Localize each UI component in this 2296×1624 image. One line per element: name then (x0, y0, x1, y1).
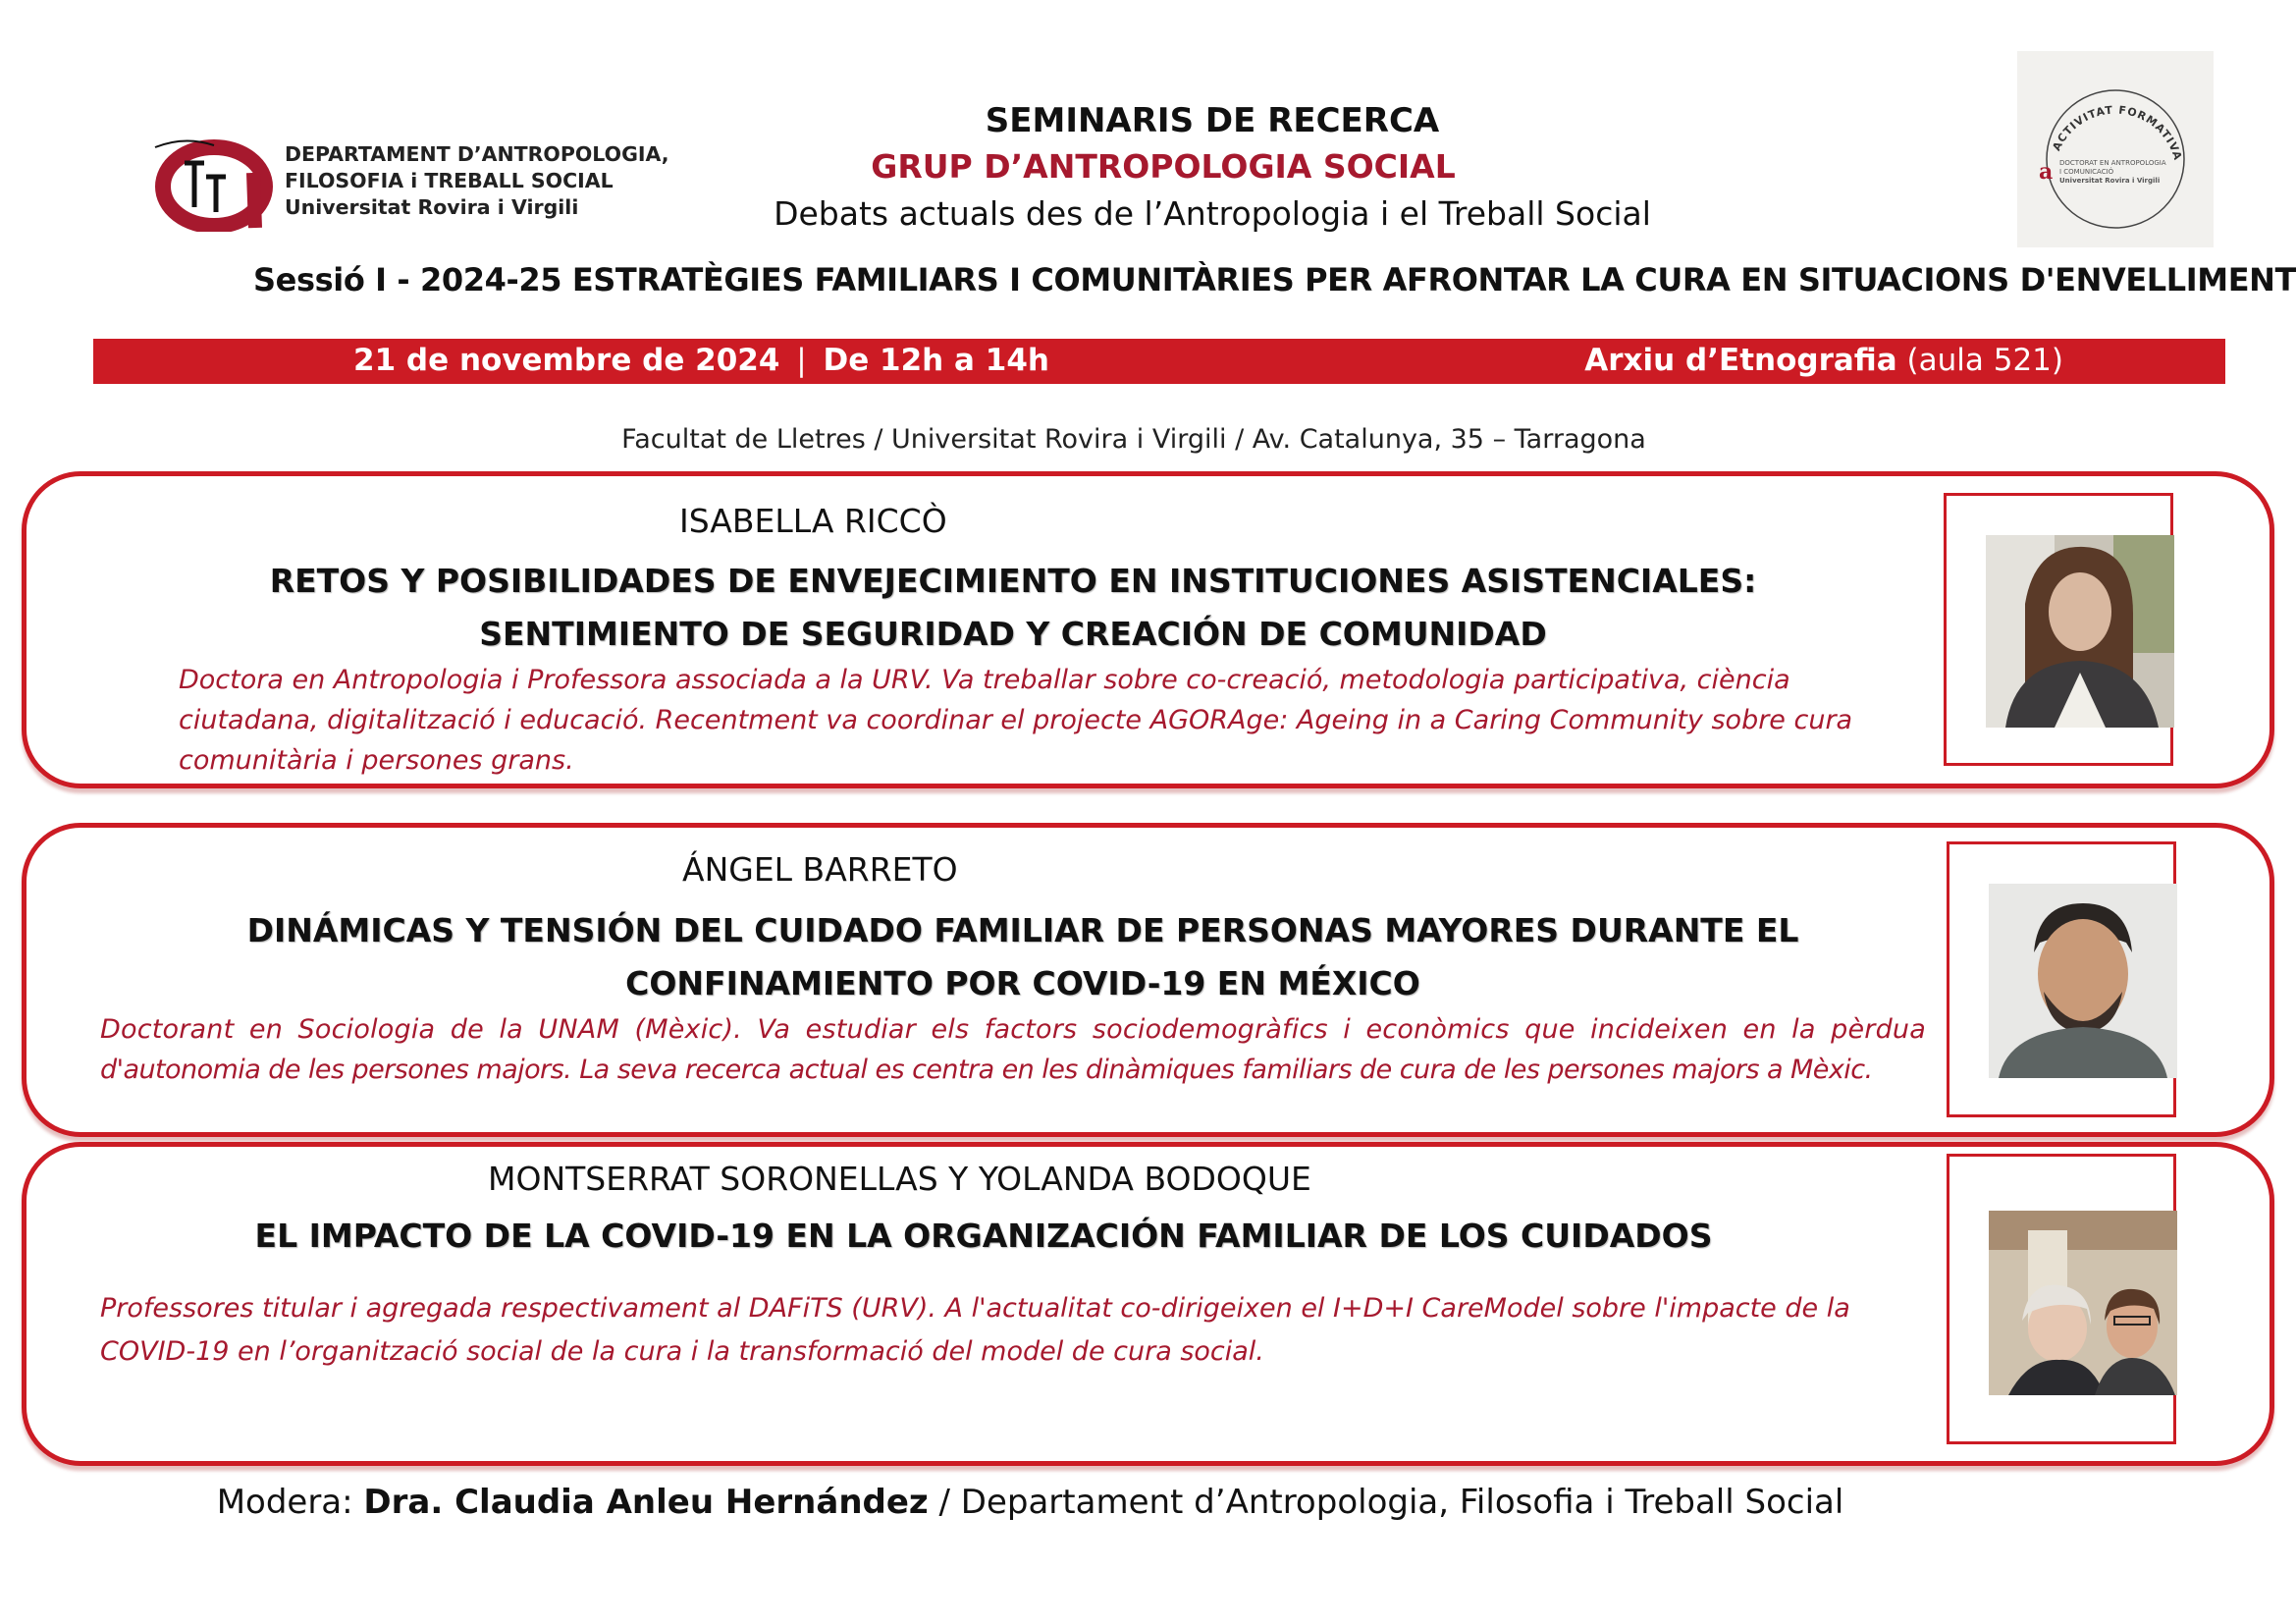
talk-2-title-line-2: CONFINAMIENTO POR COVID-19 EN MÉXICO (625, 964, 1420, 1002)
svg-text:ACTIVITAT FORMATIVA (2050, 104, 2184, 163)
talk-2-bio (100, 1009, 1926, 1090)
department-logo (145, 134, 283, 232)
talk-2-speaker: ÁNGEL BARRETO (682, 850, 958, 889)
logo-line-3: Universitat Rovira i Virgili (285, 195, 579, 219)
talk-3-bio-line-2: COVID-19 en l’organització social de la cura i la transformació del model de cura social. (100, 1336, 1264, 1367)
talk-1-title (27, 555, 2000, 661)
talk-3-photo-frame (1947, 1154, 2176, 1444)
urv-logo-mark-icon (145, 134, 283, 232)
logo-line-1: DEPARTAMENT D’ANTROPOLOGIA, (285, 142, 669, 166)
page-subtitle: Debats actuals des de l’Antropologia i el Treball Social (774, 194, 1651, 233)
talk-1-title-line-2: SENTIMIENTO DE SEGURIDAD Y CREACIÓN DE COMUNIDAD (479, 615, 1547, 653)
event-date: 21 de novembre de 2024 (353, 343, 780, 378)
talk-1-bio-line-1: Doctora en Antropologia i Professora associada a la URV. Va treballar sobre co-creació, metodologia participativa, ciència (179, 665, 1790, 695)
event-info-bar (93, 339, 2225, 384)
moderator-department: / Departament d’Antropologia, Filosofia i Treball Social (928, 1483, 1844, 1522)
session-title: Sessió I - 2024-25 ESTRATÈGIES FAMILIARS I COMUNITÀRIES PER AFRONTAR LA CURA EN SITUACIONS D'ENVELLIMENT (253, 261, 2296, 298)
badge-line-3: Universitat Rovira i Virgili (2059, 177, 2161, 185)
badge-caption (2059, 159, 2216, 186)
venue-address: Facultat de Lletres / Universitat Rovira i Virgili / Av. Catalunya, 35 – Tarragona (621, 424, 1646, 455)
event-room: (aula 521) (1906, 343, 2063, 378)
talk-1-bio-line-3: comunitària i persones grans. (179, 745, 574, 776)
talk-2-title (27, 904, 2019, 1010)
talk-1-speaker: ISABELLA RICCÒ (679, 502, 947, 540)
group-name: GRUP D’ANTROPOLOGIA SOCIAL (871, 147, 1456, 186)
talk-card-2 (22, 823, 2274, 1137)
talk-1-bio-line-2: ciutadana, digitalització i educació. Recentment va coordinar el projecte AGORAge: Ageing in a Caring Community sobre cura (179, 705, 1853, 735)
talk-3-title (27, 1210, 1941, 1263)
moderator-prefix: Modera: (216, 1483, 364, 1522)
talk-3-bio-line-1: Professores titular i agregada respectivament al DAFiTS (URV). A l'actualitat co-dirigeixen el I+D+I CareModel sobre l'impacte de la (100, 1293, 1850, 1324)
activity-seal-icon (2017, 51, 2214, 247)
moderator-line (0, 1483, 2178, 1522)
badge-arc-text: ACTIVITAT FORMATIVA (2050, 103, 2185, 163)
talk-1-title-line-1: RETOS Y POSIBILIDADES DE ENVEJECIMIENTO EN INSTITUCIONES ASISTENCIALES: (269, 562, 1757, 600)
talk-card-1 (22, 471, 2274, 788)
logo-line-2: FILOSOFIA i TREBALL SOCIAL (285, 169, 614, 192)
badge-line-1: DOCTORAT EN ANTROPOLOGIA (2059, 159, 2166, 167)
talk-card-3 (22, 1142, 2274, 1466)
talk-3-title-line-1: EL IMPACTO DE LA COVID-19 EN LA ORGANIZACIÓN FAMILIAR DE LOS CUIDADOS (254, 1217, 1713, 1255)
event-location (1584, 343, 2063, 378)
talk-3-bio (100, 1287, 1926, 1374)
talk-2-bio-line-2: d'autonomia de les persones majors. La seva recerca actual es centra en les dinàmiques familiars de cura de les persones majors a Mèxic. (100, 1055, 1873, 1085)
talk-2-photo-frame (1947, 841, 2176, 1117)
speakers-photo-icon (1989, 1211, 2177, 1395)
svg-text:a: a (2039, 159, 2054, 185)
event-separator: | (796, 343, 807, 378)
talk-1-bio (179, 660, 1946, 781)
page-title: SEMINARIS DE RECERCA (985, 101, 1440, 140)
moderator-name: Dra. Claudia Anleu Hernández (363, 1483, 929, 1522)
speaker-photo-icon (1986, 535, 2174, 728)
activity-badge (2017, 51, 2214, 247)
talk-2-bio-line-1: Doctorant en Sociologia de la UNAM (Mèxic). Va estudiar els factors sociodemogràfics i econòmics que incideixen en la pèrdua (100, 1014, 1926, 1045)
talk-2-title-line-1: DINÁMICAS Y TENSIÓN DEL CUIDADO FAMILIAR DE PERSONAS MAYORES DURANTE EL (246, 911, 1799, 949)
talk-1-photo-frame (1944, 493, 2173, 766)
speaker-photo-icon (1989, 884, 2177, 1078)
event-place: Arxiu d’Etnografia (1584, 343, 1897, 378)
event-date-time (353, 343, 1049, 378)
badge-line-2: I COMUNICACIÓ (2059, 168, 2114, 176)
talk-3-speaker: MONTSERRAT SORONELLAS Y YOLANDA BODOQUE (488, 1160, 1311, 1198)
event-time: De 12h a 14h (823, 343, 1049, 378)
